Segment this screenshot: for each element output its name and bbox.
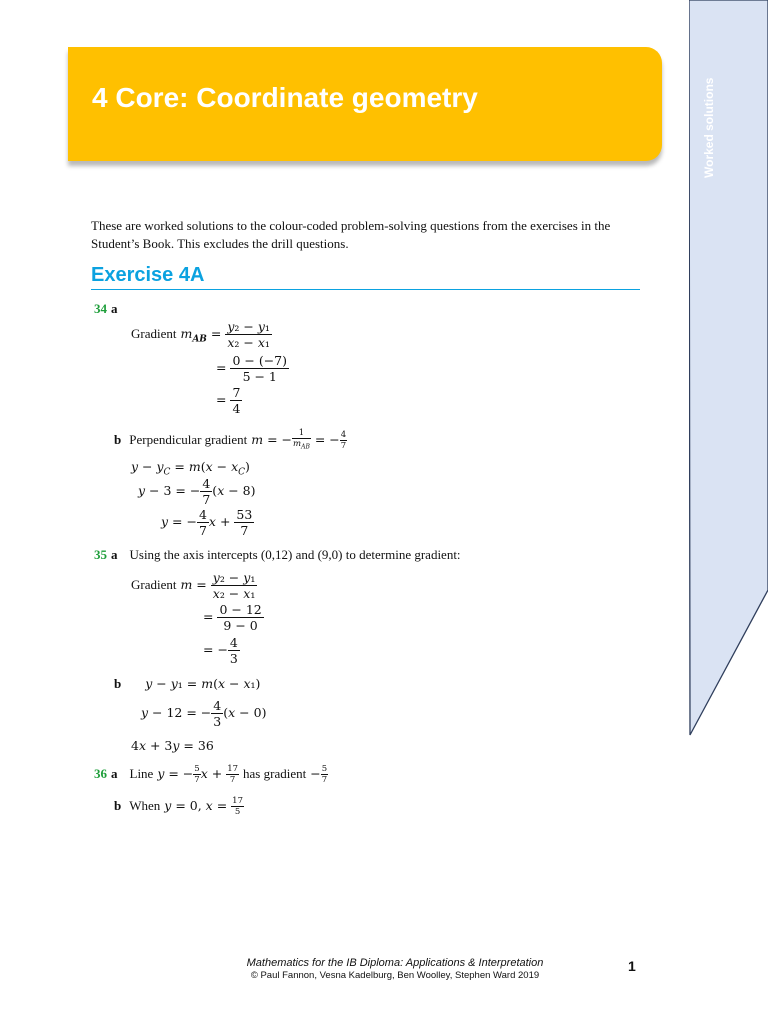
gradient-word: Gradient	[131, 577, 177, 592]
footer-copyright: © Paul Fannon, Vesna Kadelburg, Ben Woolley, Stephen Ward 2019	[250, 970, 540, 981]
heading-rule	[91, 289, 640, 290]
q35b-line-1: b y − y₁ = m(x − x₁)	[114, 676, 261, 691]
q35a-line-1: Gradient m = $\frac{\text{y₂ − y₁}}{\text{x₂ − x₁}}$	[131, 570, 256, 601]
question-35-label	[94, 546, 461, 564]
q35b-line-3: 4x + 3y = 36	[131, 738, 214, 753]
when-word: When	[129, 798, 161, 813]
part-label: a	[111, 766, 118, 781]
q35b-line-2: y − 12 = − $\frac{4}{3}$ (x − 0)	[141, 698, 267, 729]
side-tab	[689, 0, 768, 740]
exercise-heading: Exercise 4A	[91, 264, 205, 286]
q35a-line-2: = $\frac{0 - 12}{9 - 0}$	[203, 602, 262, 633]
question-number: 34	[94, 301, 107, 316]
q34a-line-3: = $\frac{7}{4}$	[216, 385, 241, 416]
question-number: 35	[94, 547, 107, 562]
side-tab-label	[702, 130, 716, 178]
gradient-word: Gradient	[131, 326, 177, 341]
part-label: b	[114, 431, 122, 447]
part-label: a	[111, 301, 118, 316]
has-gradient-word: has gradient	[243, 766, 307, 781]
perpendicular-gradient-word: Perpendicular gradient	[129, 431, 248, 447]
q34b-line-4: y = − $\frac{4}{7}$ x + $\frac{53}{7}$	[161, 507, 253, 538]
part-label: b	[114, 676, 122, 691]
q36b-line-1: b When y = 0, x = $\frac{17}{5}$	[114, 796, 243, 817]
part-label: a	[111, 547, 118, 562]
chapter-title: 4 Core: Coordinate geometry	[92, 82, 478, 113]
question-number: 36	[94, 766, 107, 781]
line-word: Line	[129, 766, 154, 781]
q34b-line-1: b Perpendicular gradient m = − $\frac{1}{m_{AB}}$ = − $\frac{4}{7}$	[114, 428, 347, 451]
q34a-line-2: = $\frac{0 - (-7)}{5 - 1}$	[216, 353, 288, 384]
question-34-label	[94, 300, 118, 318]
page-number: 1	[628, 958, 636, 974]
q34a-line-1: Gradient $m_{AB}$ = $\frac{\text{y₂ − y₁}}{\text{x₂ − x₁}}$	[131, 319, 270, 350]
question-36-label: 36 a Line y = − $\frac{5}{7}$ x + $\frac{17}{7}$ has gradient − $\frac{5}{7}$	[94, 764, 328, 785]
q34b-line-2: $y - y_C = m(x - x_C)$	[131, 459, 250, 478]
part-label: b	[114, 798, 122, 813]
intro-paragraph: These are worked solutions to the colour-coded problem-solving questions from the exercises in the Student’s Book. This excludes the drill questions.	[91, 218, 611, 251]
q35a-line-3: = − $\frac{4}{3}$	[203, 635, 238, 666]
footer-book-title: Mathematics for the IB Diploma: Applications & Interpretation	[246, 957, 544, 969]
q34b-line-3: y − 3 = − $\frac{4}{7}$ (x − 8)	[138, 476, 256, 507]
q35a-intro: Using the axis intercepts (0,12) and (9,0) to determine gradient:	[129, 547, 461, 562]
